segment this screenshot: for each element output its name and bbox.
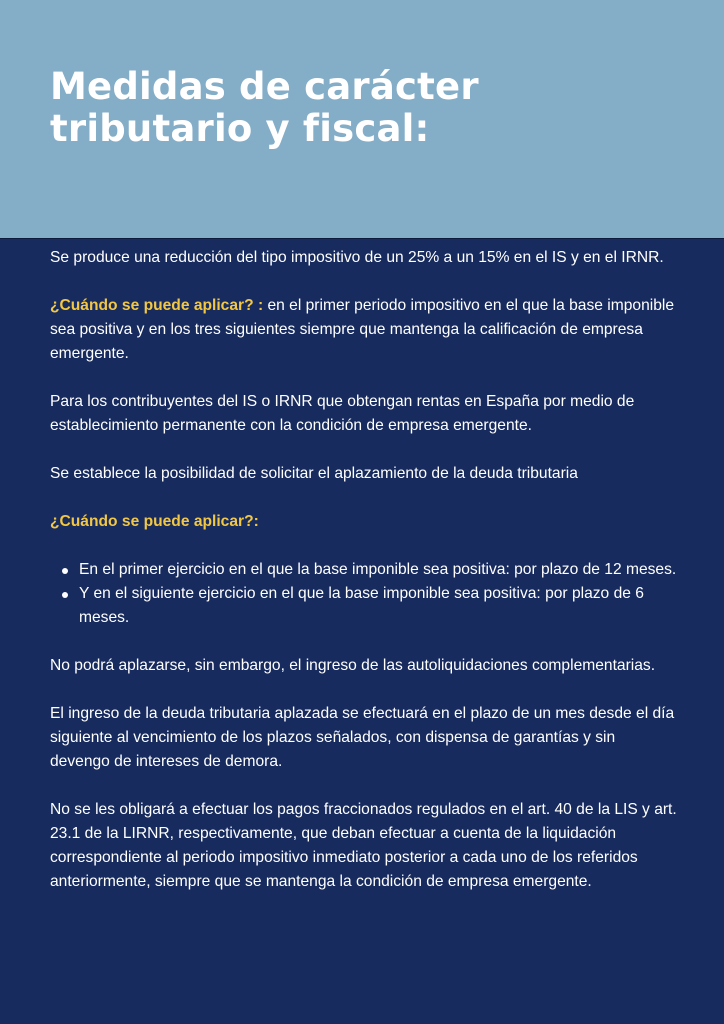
list-item-text: En el primer ejercicio en el que la base imponible sea positiva: por plazo de 12 meses. bbox=[79, 561, 677, 578]
title-line-1: Medidas de carácter bbox=[50, 65, 479, 108]
paragraph-tax-reduction: Se produce una reducción del tipo impositivo de un 25% a un 15% en el IS y en el IRNR. bbox=[50, 249, 664, 266]
list-item bbox=[79, 582, 678, 630]
list-item-text: Y en el siguiente ejercicio en el que la base imponible sea positiva: por plazo de 6 meses. bbox=[79, 585, 644, 626]
bullet-icon bbox=[62, 592, 68, 598]
highlight-when-apply-label: ¿Cuándo se puede aplicar? : bbox=[50, 297, 264, 314]
paragraph-no-deferral: No podrá aplazarse, sin embargo, el ingreso de las autoliquidaciones complementarias. bbox=[50, 657, 656, 674]
highlight-when-apply-deferral: ¿Cuándo se puede aplicar?: bbox=[50, 513, 259, 530]
paragraph-deferred-payment: El ingreso de la deuda tributaria aplazada se efectuará en el plazo de un mes desde el día siguiente al vencimiento de los plazos señalados, con dispensa de garantías y sin devengo de intereses de demora. bbox=[50, 705, 675, 770]
paragraph-deferral: Se establece la posibilidad de solicitar el aplazamiento de la deuda tributaria bbox=[50, 465, 578, 482]
title-line-2: tributario y fiscal: bbox=[50, 107, 430, 150]
paragraph-contributors: Para los contribuyentes del IS o IRNR que obtengan rentas en España por medio de establecimiento permanente con la condición de empresa emergente. bbox=[50, 393, 635, 434]
paragraph-when-apply-reduction bbox=[50, 294, 678, 366]
content-body bbox=[0, 238, 724, 1024]
page-title bbox=[50, 66, 674, 150]
paragraph-installment-payments: No se les obligará a efectuar los pagos fraccionados regulados en el art. 40 de la LIS y art. 23.1 de la LIRNR, respectivamente, que deban efectuar a cuenta de la liquidación correspondiente al periodo impositivo inmediato posterior a cada uno de los referidos anteriormente, siempre que se mantenga la condición de empresa emergente. bbox=[50, 801, 677, 890]
bullet-icon bbox=[62, 568, 68, 574]
header-banner bbox=[0, 0, 724, 238]
bullet-list bbox=[50, 558, 678, 630]
list-item bbox=[79, 558, 678, 582]
paragraph-when-apply-text: en el primer periodo impositivo en el que la base imponible sea positiva y en los tres siguientes siempre que mantenga la calificación de empresa emergente. bbox=[50, 297, 675, 362]
